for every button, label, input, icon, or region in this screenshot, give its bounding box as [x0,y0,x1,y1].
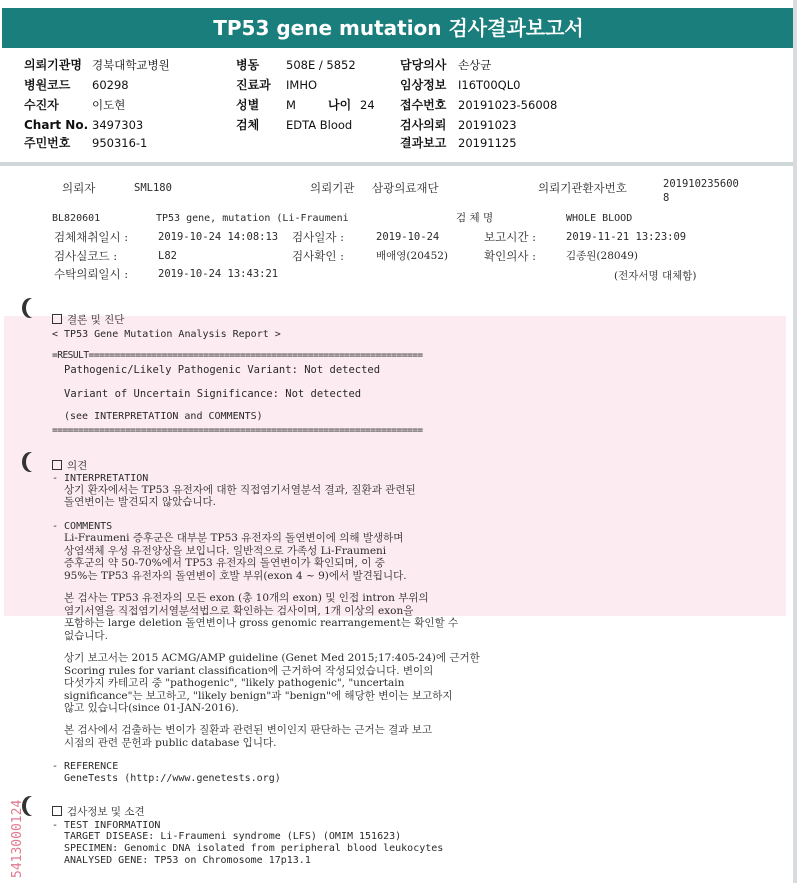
pathogenic-result: Pathogenic/Likely Pathogenic Variant: Not detected [64,364,381,376]
patno-value-2: 8 [663,192,670,204]
patno-label: 의뢰기관환자번호 [538,181,627,195]
testinfo-title: - TEST INFORMATION [52,820,161,831]
specimen-label: 검 체 명 [456,212,494,224]
header-age: 나이 24 [328,98,375,112]
testdate-label: 검사일자 : [292,230,344,244]
report-time-value: 2019-11-21 13:23:09 [566,231,687,243]
scanned-report [0,166,793,883]
test-name: TP53 gene, mutation (Li-Fraumeni [156,213,349,224]
section-opinion-heading: 의견 [52,460,87,473]
see-note: (see INTERPRETATION and COMMENTS) [64,411,263,422]
lab-value: L82 [158,250,177,262]
vus-result: Variant of Uncertain Significance: Not detected [64,388,362,400]
scrollbar-track[interactable] [793,0,797,883]
header-accession-no: 접수번호 20191023-56008 [400,98,558,112]
report-title: TP53 gene mutation 검사결과보고서 [2,8,795,48]
header-patient: 수진자 이도현 [24,98,126,112]
header-hospital-code: 병원코드 60298 [24,78,129,92]
header-doctor: 담당의사 손상균 [400,58,492,72]
header-report-date: 결과보고 20191125 [400,136,517,150]
collect-label: 검체채취일시 : [54,230,129,244]
report-time-label: 보고시간 : [484,230,536,244]
reference-title: - REFERENCE [52,761,119,772]
e-sign-note: (전자서명 대체함) [614,270,697,282]
doctor-label: 확인의사 : [484,249,536,263]
reference-value: GeneTests (http://www.genetests.org) [64,773,281,784]
result-line: =RESULT================================================================ [52,350,423,361]
hole-punch-mark [26,298,42,318]
header-chart-no: Chart No. 3497303 [24,118,144,132]
confirm-value: 배애영(20452) [376,250,449,262]
collect-value: 2019-10-24 14:08:13 [158,231,279,243]
header-department: 진료과 IMHO [236,78,318,92]
comments-para-4: 본 검사에서 검출하는 변이가 질환과 관련된 변이인지 판단하는 근거는 결과 보고 시점의 관련 문헌과 public database 입니다. [64,724,433,749]
result-end-line: ======================================================================= [52,425,423,436]
testdate-value: 2019-10-24 [376,231,440,243]
doctor-value: 김종원(28049) [566,250,639,262]
patient-header [0,52,797,160]
section-testinfo-heading: 검사정보 및 소견 [52,806,145,819]
comments-para-3: 상기 보고서는 2015 ACMG/AMP guideline (Genet Med 2015;17:405-24)에 근거한 Scoring rules for variant classification에 근거하여 작성되었습니다. 변이의 다섯가지 카테고리 중 "pathogenic", "likely pathogenic", "uncertain significance"는 보고하고, "likely benign"과 "benign"에 해당한 변이는 보고하지 않고 있습니다(since 01-JAN-2016). [64,652,480,714]
interpretation-title: - INTERPRETATION [52,473,149,484]
comments-para-2: 본 검사는 TP53 유전자의 모든 exon (총 10개의 exon) 및 인접 intron 부위의 염기서열을 직접염기서열분석법으로 확인하는 검사이며, 1개 이상의 exon을 포함하는 large deletion 돌연변이나 gross genomic rearrangement는 확인할 수 없습니다. [64,592,459,642]
interpretation-text: 상기 환자에서는 TP53 유전자에 대한 직접염기서열분석 결과, 질환과 관련된 돌연변이는 발견되지 않았습니다. [64,484,416,508]
report-name: < TP53 Gene Mutation Analysis Report > [52,329,281,340]
header-request-date: 검사의뢰 20191023 [400,118,517,132]
header-hospital: 의뢰기관명 경북대학교병원 [24,58,170,72]
specimen-value: WHOLE BLOOD [566,213,633,224]
header-resident-no: 주민번호 950316-1 [24,136,148,150]
test-code: BL820601 [52,213,101,224]
header-sex: 성별 M [236,98,296,112]
client-label: 의뢰자 [62,181,96,195]
header-ward: 병동 508E / 5852 [236,58,356,72]
receive-label: 수탁의뢰일시 : [54,267,129,281]
header-specimen: 검체 EDTA Blood [236,118,353,132]
lab-label: 검사실코드 : [54,249,118,263]
org-value: 삼광의료재단 [372,181,439,195]
receive-value: 2019-10-24 13:43:21 [158,268,279,280]
header-clinical-info: 임상정보 I16T00QL0 [400,78,521,92]
side-barcode-number: 5413000124 [10,799,25,878]
comments-para-1: Li-Fraumeni 증후군은 대부분 TP53 유전자의 돌연변이에 의해 발생하며 상염색체 우성 유전양상을 보입니다. 일반적으로 가족성 Li-Fraumeni 증후군의 약 50-70%에서 TP53 유전자의 돌연변이가 확인되며, 이 중 95%는 TP53 유전자의 돌연변이 호발 부위(exon 4 ~ 9)에서 발견됩니다. [64,532,407,582]
patno-value-1: 201910235600 [663,178,739,190]
client-value: SML180 [134,182,172,194]
hole-punch-mark-3 [26,796,42,816]
org-label: 의뢰기관 [310,181,355,195]
section-conclusion-heading: 결론 및 진단 [52,314,124,327]
hole-punch-mark-2 [26,452,42,472]
testinfo-lines: TARGET DISEASE: Li-Fraumeni syndrome (LFS) (OMIM 151623) SPECIMEN: Genomic DNA isolated from peripheral blood leukocytes ANALYSED GENE: TP53 on Chromosome 17p13.1 [64,831,444,866]
comments-title: - COMMENTS [52,521,113,532]
confirm-label: 검사확인 : [292,249,344,263]
